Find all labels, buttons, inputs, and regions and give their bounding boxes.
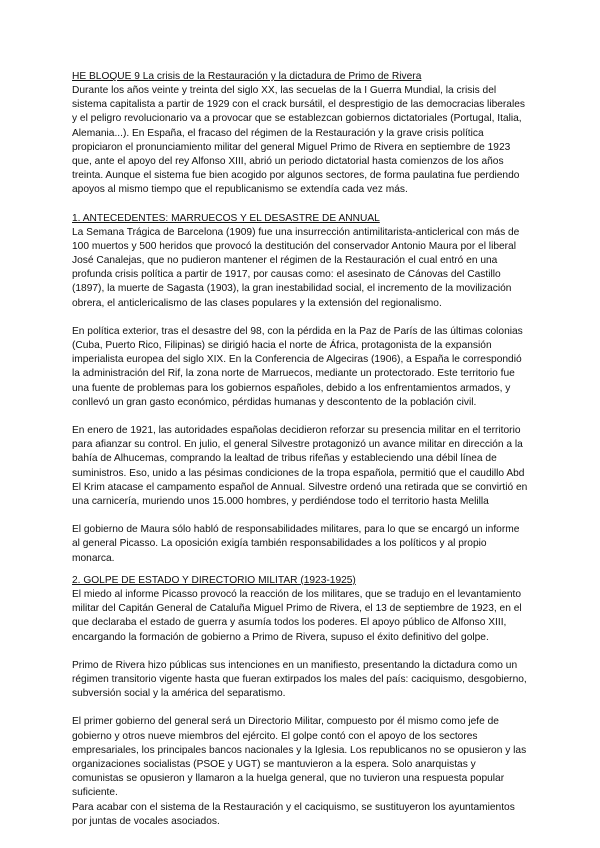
section-1-paragraph-2: En política exterior, tras el desastre del 98, con la pérdida en la Paz de París de las últimas colonias (Cuba, Puerto Rico, Filipinas) se dirigió hacia el norte de África, protagonista de la expansión imperialista europea del siglo XIX. En la Conferencia de Algeciras (1906), a España le correspondió la administración del Rif, la zona norte de Marruecos, mediante un protectorado. Este territorio fue una fuente de problemas para los gobiernos españoles, debido a los enfrentamientos armados, y conllevó un gran gasto económico, pérdidas humanas y descontento de la población civil. (72, 325, 523, 408)
section-2-paragraph-4: Para acabar con el sistema de la Restauración y el caciquismo, se sustituyeron los ayuntamientos por juntas de vocales asociados. (72, 801, 515, 827)
document-title: HE BLOQUE 9 La crisis de la Restauración y la dictadura de Primo de Rivera (72, 71, 422, 82)
section-2-paragraph-2: Primo de Rivera hizo públicas sus intenciones en un manifiesto, presentando la dictadura como un régimen transitorio vigente hasta que fueran extirpados los males del país: caciquismo, desgobierno, subversión social y la américa del separatismo. (72, 659, 527, 700)
section-1-heading: 1. ANTECEDENTES: MARRUECOS Y EL DESASTRE DE ANNUAL (72, 212, 380, 224)
section-1-paragraph-3: En enero de 1921, las autoridades españolas decidieron reforzar su presencia militar en el territorio para afianzar su control. En julio, el general Silvestre protagonizó un avance militar en dirección a la bahía de Alhucemas, comprando la lealtad de tribus rifeñas y estableciendo una débil línea de suministros. Eso, unido a las pésimas condiciones de la tropa española, permitió que el caudillo Abd El Krim atacase el campamento español de Annual. Silvestre ordenó una retirada que se convirtió en una carnicería, muriendo unos 15.000 hombres, y perdiéndose todo el territorio hasta Melilla (72, 425, 528, 508)
section-2-paragraph-3: El primer gobierno del general será un Directorio Militar, compuesto por él mismo como jefe de gobierno y otros nueve miembros del ejército. El golpe contó con el apoyo de los sectores empresariales, los principales bancos nacionales y la Iglesia. Los republicanos no se opusieron y las organizaciones socialistas (PSOE y UGT) se mantuvieron a la espera. Solo anarquistas y comunistas se opusieron y llamaron a la huelga general, que no tuvieron una respuesta popular suficiente. (72, 716, 527, 799)
section-1-paragraph-4: El gobierno de Maura sólo habló de responsabilidades militares, para lo que se encargó un informe al general Picasso. La oposición exigía también responsabilidades a los políticos y al propio monarca. (72, 524, 520, 564)
section-2-paragraph-1: El miedo al informe Picasso provocó la reacción de los militares, que se tradujo en el levantamiento militar del Capitán General de Cataluña Miguel Primo de Rivera, el 13 de septiembre de 1923, en el que declaraba el estado de guerra y asumía todos los poderes. El apoyo público de Alfonso XIII, encargando la formación de gobierno a Primo de Rivera, supuso el éxito definitivo del golpe. (72, 588, 522, 643)
section-1-paragraph-1: La Semana Trágica de Barcelona (1909) fue una insurrección antimilitarista-anticlerical con más de 100 muertos y 500 heridos que provocó la destitución del conservador Antonio Maura por el liberal José Canalejas, que no pudieron mantener el régimen de la Restauración el cual entró en una profunda crisis política a partir de 1917, por causas como: el asesinato de Cánovas del Castillo (1897), la muerte de Sagasta (1903), la gran inestabilidad social, el incremento de la movilización obrera, el anticlericalismo de las clases populares y la extensión del regionalismo. (72, 226, 520, 309)
section-2-heading: 2. GOLPE DE ESTADO Y DIRECTORIO MILITAR (1923-1925) (72, 574, 356, 586)
intro-paragraph: Durante los años veinte y treinta del siglo XX, las secuelas de la I Guerra Mundial, la crisis del sistema capitalista a partir de 1929 con el crack bursátil, el desprestigio de las democracias liberales y el peligro revolucionario va a provocar que se establezcan gobiernos dictatoriales (Portugal, Italia, Alemania...). En España, el fracaso del régimen de la Restauración y la grave crisis política propiciaron el pronunciamiento militar del general Miguel Primo de Rivera en septiembre de 1923 que, ante el apoyo del rey Alfonso XIII, abrió un periodo dictatorial hasta comienzos de los años treinta. Aunque el sistema fue bien acogido por algunos sectores, de forma paulatina fue perdiendo apoyos al mismo tiempo que el republicanismo se extendía cada vez más. (72, 85, 526, 196)
